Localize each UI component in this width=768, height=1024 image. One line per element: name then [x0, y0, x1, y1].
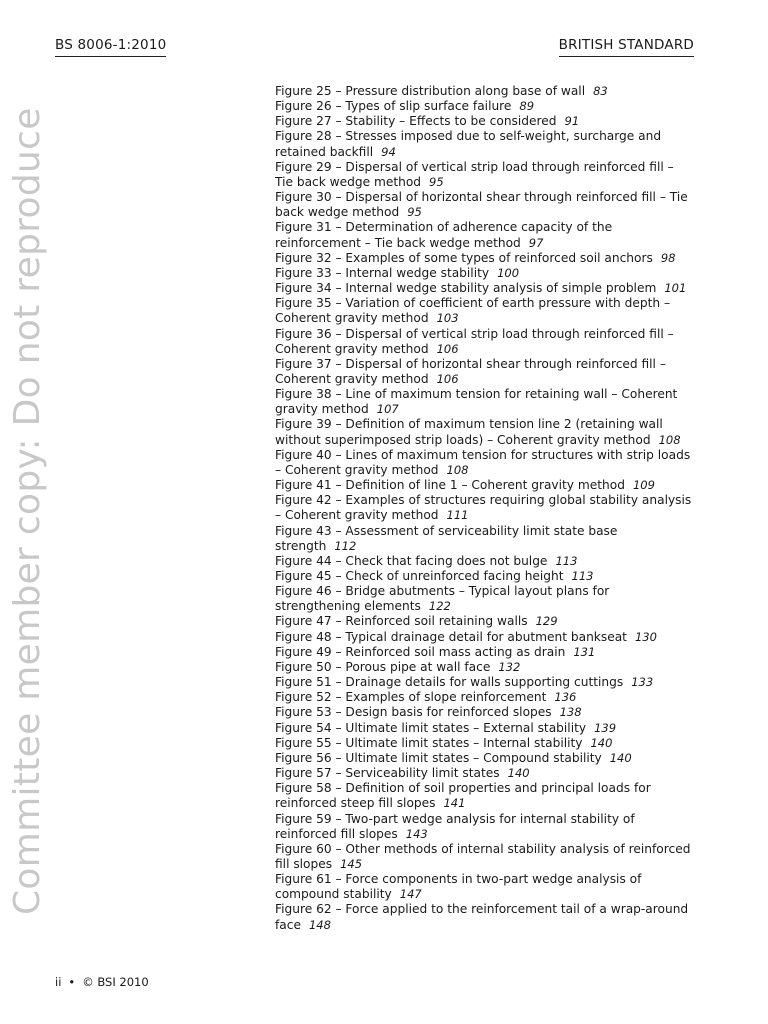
figure-page-number: 89 — [519, 99, 535, 114]
list-item — [275, 736, 695, 751]
figure-caption: Figure 45 – Check of unreinforced facing height — [275, 569, 564, 583]
figure-page-number: 113 — [555, 553, 578, 568]
list-item — [275, 493, 695, 523]
figure-page-number: 131 — [573, 644, 596, 659]
list-item — [275, 114, 695, 129]
figure-page-number: 140 — [507, 766, 530, 781]
figure-caption: Figure 56 – Ultimate limit states – Compound stability — [275, 750, 602, 765]
page-footer — [55, 975, 149, 989]
list-item — [275, 554, 695, 569]
figure-caption: Figure 53 – Design basis for reinforced slopes — [275, 705, 552, 720]
figure-caption: Figure 43 – Assessment of serviceability limit state base strength — [275, 523, 618, 553]
figure-page-number: 140 — [590, 735, 613, 750]
figure-caption: Figure 44 – Check that facing does not bulge — [275, 553, 548, 568]
list-item — [275, 812, 695, 842]
figure-page-number: 107 — [376, 402, 399, 417]
figure-caption: Figure 51 – Drainage details for walls supporting cuttings — [275, 675, 624, 690]
figure-caption: Figure 59 – Two-part wedge analysis for internal stability of reinforced fill slopes — [275, 811, 635, 841]
watermark-text: Committee member copy: Do not reproduce — [7, 107, 48, 915]
list-item — [275, 478, 695, 493]
figure-caption: Figure 40 – Lines of maximum tension for structures with strip loads – Coherent gravity method — [275, 447, 691, 477]
figure-page-number: 141 — [443, 796, 466, 811]
list-item — [275, 84, 695, 99]
figure-caption: Figure 35 – Variation of coefficient of earth pressure with depth – Coherent gravity method — [275, 296, 671, 326]
list-item — [275, 266, 695, 281]
figure-caption: Figure 38 – Line of maximum tension for retaining wall – Coherent gravity method — [275, 387, 678, 417]
figure-caption: Figure 27 – Stability – Effects to be considered — [275, 114, 557, 129]
figure-page-number: 108 — [446, 462, 469, 477]
figure-page-number: 101 — [664, 281, 687, 296]
figure-page-number: 106 — [436, 371, 459, 386]
list-item — [275, 872, 695, 902]
document-id: BS 8006-1:2010 — [55, 37, 166, 57]
figure-caption: Figure 26 – Types of slip surface failure — [275, 99, 512, 114]
figure-caption: Figure 37 – Dispersal of horizontal shear through reinforced fill – Coherent gravity method — [275, 356, 666, 386]
figure-page-number: 122 — [428, 599, 451, 614]
list-item — [275, 630, 695, 645]
figure-caption: Figure 41 – Definition of line 1 – Coherent gravity method — [275, 478, 625, 493]
figure-caption: Figure 42 – Examples of structures requiring global stability analysis – Coherent gravity method — [275, 493, 692, 523]
figure-page-number: 95 — [407, 205, 422, 220]
list-item — [275, 160, 695, 190]
figure-page-number: 94 — [381, 144, 396, 159]
list-item — [275, 251, 695, 266]
list-item — [275, 751, 695, 766]
list-item — [275, 357, 695, 387]
figure-caption: Figure 58 – Definition of soil properties and principal loads for reinforced steep fill slopes — [275, 781, 651, 811]
figure-page-number: 148 — [308, 917, 331, 932]
figure-caption: Figure 52 – Examples of slope reinforcement — [275, 690, 547, 705]
figure-caption: Figure 29 – Dispersal of vertical strip load through reinforced fill – Tie back wedge method — [275, 159, 674, 189]
page-number: ii — [55, 975, 62, 989]
figure-caption: Figure 48 – Typical drainage detail for abutment bankseat — [275, 629, 627, 644]
list-item — [275, 220, 695, 250]
figure-caption: Figure 49 – Reinforced soil mass acting as drain — [275, 644, 566, 659]
figure-page-number: 91 — [564, 114, 580, 129]
figure-caption: Figure 57 – Serviceability limit states — [275, 766, 500, 781]
list-item — [275, 705, 695, 720]
list-item — [275, 690, 695, 705]
figure-page-number: 130 — [634, 629, 657, 644]
figure-caption: Figure 25 – Pressure distribution along base of wall — [275, 84, 586, 98]
publisher-title: BRITISH STANDARD — [559, 37, 694, 57]
figure-caption: Figure 55 – Ultimate limit states – Internal stability — [275, 735, 583, 750]
figure-page-number: 108 — [658, 432, 681, 447]
figure-page-number: 97 — [528, 235, 544, 250]
figure-caption: Figure 31 – Determination of adherence capacity of the reinforcement – Tie back wedge method — [275, 220, 613, 250]
list-item — [275, 766, 695, 781]
list-item — [275, 781, 695, 811]
figure-page-number: 103 — [436, 311, 459, 326]
figure-caption: Figure 61 – Force components in two-part wedge analysis of compound stability — [275, 872, 642, 902]
footer-bullet: • — [68, 975, 76, 989]
list-item — [275, 190, 695, 220]
figure-page-number: 112 — [334, 538, 357, 553]
figure-caption: Figure 34 – Internal wedge stability analysis of simple problem — [275, 281, 657, 296]
figure-caption: Figure 32 – Examples of some types of reinforced soil anchors — [275, 250, 653, 265]
figure-page-number: 132 — [498, 659, 521, 674]
figure-caption: Figure 39 – Definition of maximum tension line 2 (retaining wall without superimposed strip loads) – Coherent gravity method — [275, 417, 663, 447]
figure-caption: Figure 30 – Dispersal of horizontal shear through reinforced fill – Tie back wedge method — [275, 190, 688, 220]
list-item — [275, 902, 695, 932]
figure-page-number: 147 — [399, 887, 422, 902]
watermark — [7, 107, 48, 915]
figure-page-number: 83 — [593, 84, 608, 98]
figure-page-number: 113 — [571, 569, 594, 583]
figure-page-number: 129 — [535, 614, 558, 629]
list-item — [275, 417, 695, 447]
figure-caption: Figure 46 – Bridge abutments – Typical layout plans for strengthening elements — [275, 584, 610, 614]
figure-page-number: 145 — [340, 856, 363, 871]
figure-page-number: 139 — [594, 720, 617, 735]
list-item — [275, 645, 695, 660]
list-item — [275, 129, 695, 159]
figure-page-number: 100 — [497, 265, 520, 280]
list-item — [275, 721, 695, 736]
list-item — [275, 327, 695, 357]
figure-caption: Figure 60 – Other methods of internal stability analysis of reinforced fill slopes — [275, 841, 691, 871]
figure-caption: Figure 28 – Stresses imposed due to self-weight, surcharge and retained backfill — [275, 129, 662, 159]
figure-caption: Figure 62 – Force applied to the reinforcement tail of a wrap-around face — [275, 902, 689, 932]
figure-page-number: 95 — [429, 174, 444, 189]
figure-caption: Figure 47 – Reinforced soil retaining walls — [275, 614, 528, 629]
figure-caption: Figure 50 – Porous pipe at wall face — [275, 659, 491, 674]
figure-page-number: 143 — [405, 826, 428, 841]
figure-page-number: 136 — [554, 690, 577, 705]
list-of-figures — [275, 84, 695, 933]
list-item — [275, 296, 695, 326]
list-item — [275, 448, 695, 478]
figure-caption: Figure 36 – Dispersal of vertical strip load through reinforced fill – Coherent gravity method — [275, 326, 674, 356]
figure-page-number: 138 — [559, 705, 582, 720]
list-item — [275, 614, 695, 629]
copyright-notice: © BSI 2010 — [82, 975, 149, 989]
list-item — [275, 675, 695, 690]
list-item — [275, 524, 695, 554]
figure-caption: Figure 54 – Ultimate limit states – External stability — [275, 720, 587, 735]
list-item — [275, 281, 695, 296]
list-item — [275, 99, 695, 114]
figure-page-number: 133 — [631, 675, 654, 690]
list-item — [275, 584, 695, 614]
figure-page-number: 98 — [660, 250, 676, 265]
figure-page-number: 111 — [446, 508, 469, 523]
list-item — [275, 387, 695, 417]
list-item — [275, 842, 695, 872]
list-item — [275, 660, 695, 675]
figure-page-number: 109 — [632, 478, 655, 493]
list-item — [275, 569, 695, 584]
figure-page-number: 140 — [609, 750, 632, 765]
figure-page-number: 106 — [436, 341, 459, 356]
figure-caption: Figure 33 – Internal wedge stability — [275, 265, 490, 280]
